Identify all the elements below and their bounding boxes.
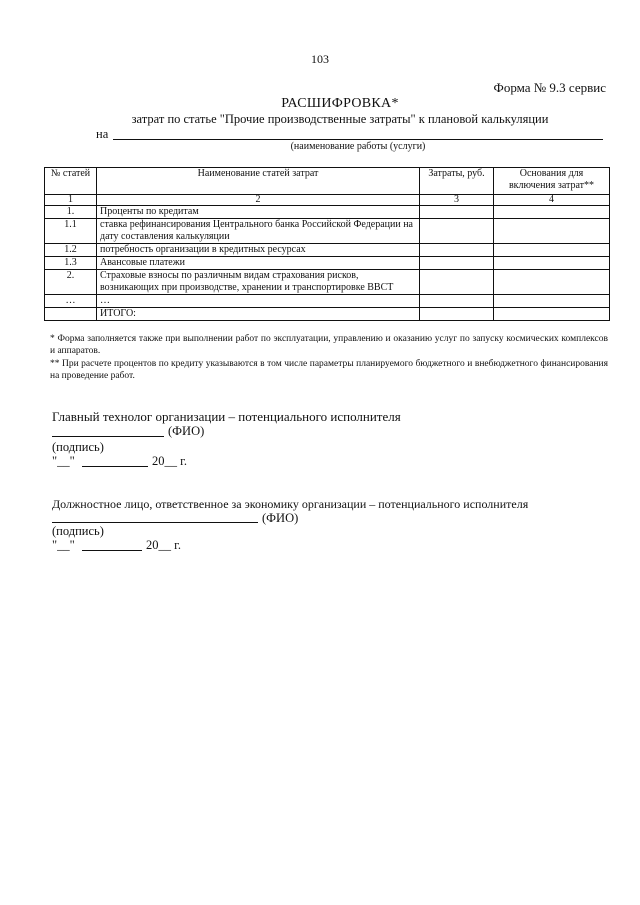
table-row bbox=[45, 270, 610, 295]
col-number: 3 bbox=[420, 195, 494, 206]
table-row bbox=[45, 244, 610, 257]
row-num bbox=[45, 308, 97, 321]
row-num: 1.2 bbox=[45, 244, 97, 257]
row-name: потребность организации в кредитных ресурсах bbox=[97, 244, 420, 257]
signature1-title: Главный технолог организации – потенциального исполнителя bbox=[52, 409, 401, 424]
table-row bbox=[45, 206, 610, 219]
col-number: 1 bbox=[45, 195, 97, 206]
row-cost[interactable] bbox=[420, 270, 494, 295]
document-subtitle: затрат по статье "Прочие производственные затраты" к плановой калькуляции bbox=[131, 112, 549, 126]
row-num: 2. bbox=[45, 270, 97, 295]
row-basis[interactable] bbox=[494, 308, 610, 321]
signature2-line[interactable] bbox=[52, 522, 258, 523]
work-name-line bbox=[113, 139, 603, 140]
row-basis[interactable] bbox=[494, 244, 610, 257]
page-number: 103 bbox=[311, 52, 329, 66]
header-basis: Основания для включения затрат** bbox=[494, 168, 610, 195]
signature1-date-line[interactable] bbox=[82, 466, 148, 467]
form-number: Форма № 9.3 сервис bbox=[493, 80, 606, 95]
row-basis[interactable] bbox=[494, 295, 610, 308]
signature1-line[interactable] bbox=[52, 436, 164, 437]
row-cost[interactable] bbox=[420, 244, 494, 257]
table-row bbox=[45, 295, 610, 308]
row-basis[interactable] bbox=[494, 219, 610, 244]
header-cost: Затраты, руб. bbox=[420, 168, 494, 195]
document-title: РАСШИФРОВКА* bbox=[281, 96, 399, 111]
signature1-fio: (ФИО) bbox=[168, 424, 205, 438]
row-basis[interactable] bbox=[494, 206, 610, 219]
row-name: Страховые взносы по различным видам страхования рисков, возникающих при производстве, хранении и транспортировке ВВСТ bbox=[97, 270, 420, 295]
work-name-caption: (наименование работы (услуги) bbox=[290, 141, 426, 152]
signature1-date-year: 20__ г. bbox=[152, 454, 187, 468]
row-name: Авансовые платежи bbox=[97, 257, 420, 270]
row-name: ставка рефинансирования Центрального банка Российской Федерации на дату составления калькуляции bbox=[97, 219, 420, 244]
row-num: 1. bbox=[45, 206, 97, 219]
table-row bbox=[45, 257, 610, 270]
header-num: № статей bbox=[45, 168, 97, 195]
signature1-podpis: (подпись) bbox=[52, 440, 104, 454]
signature1-date-quote: "__" bbox=[52, 454, 75, 468]
row-cost[interactable] bbox=[420, 206, 494, 219]
signature2-podpis: (подпись) bbox=[52, 524, 104, 538]
costs-table bbox=[44, 167, 610, 321]
row-cost[interactable] bbox=[420, 257, 494, 270]
row-name: ИТОГО: bbox=[97, 308, 420, 321]
na-label: на bbox=[96, 127, 109, 141]
row-num: 1.1 bbox=[45, 219, 97, 244]
col-number: 2 bbox=[97, 195, 420, 206]
table-total-row bbox=[45, 308, 610, 321]
row-name: … bbox=[97, 295, 420, 308]
row-basis[interactable] bbox=[494, 257, 610, 270]
row-basis[interactable] bbox=[494, 270, 610, 295]
row-num: 1.3 bbox=[45, 257, 97, 270]
row-name: Проценты по кредитам bbox=[97, 206, 420, 219]
table-row bbox=[45, 219, 610, 244]
row-cost[interactable] bbox=[420, 308, 494, 321]
header-name: Наименование статей затрат bbox=[97, 168, 420, 195]
footnote-1: * Форма заполняется также при выполнении работ по эксплуатации, управлению и оказанию услуг по запуску космических комплексов и аппаратов. bbox=[50, 334, 608, 356]
signature2-date-year: 20__ г. bbox=[146, 538, 181, 552]
row-num: … bbox=[45, 295, 97, 308]
column-number-row bbox=[45, 195, 610, 206]
signature2-date-line[interactable] bbox=[82, 550, 142, 551]
col-number: 4 bbox=[494, 195, 610, 206]
row-cost[interactable] bbox=[420, 219, 494, 244]
signature2-title: Должностное лицо, ответственное за экономику организации – потенциального исполнителя bbox=[52, 497, 529, 511]
footnote-2: ** При расчете процентов по кредиту указываются в том числе параметры планируемого бюджетного и внебюджетного финансирования на проведение работ. bbox=[50, 359, 608, 381]
signature2-fio: (ФИО) bbox=[262, 511, 299, 525]
table-header-row bbox=[45, 168, 610, 195]
row-cost[interactable] bbox=[420, 295, 494, 308]
signature2-date-quote: "__" bbox=[52, 538, 75, 552]
